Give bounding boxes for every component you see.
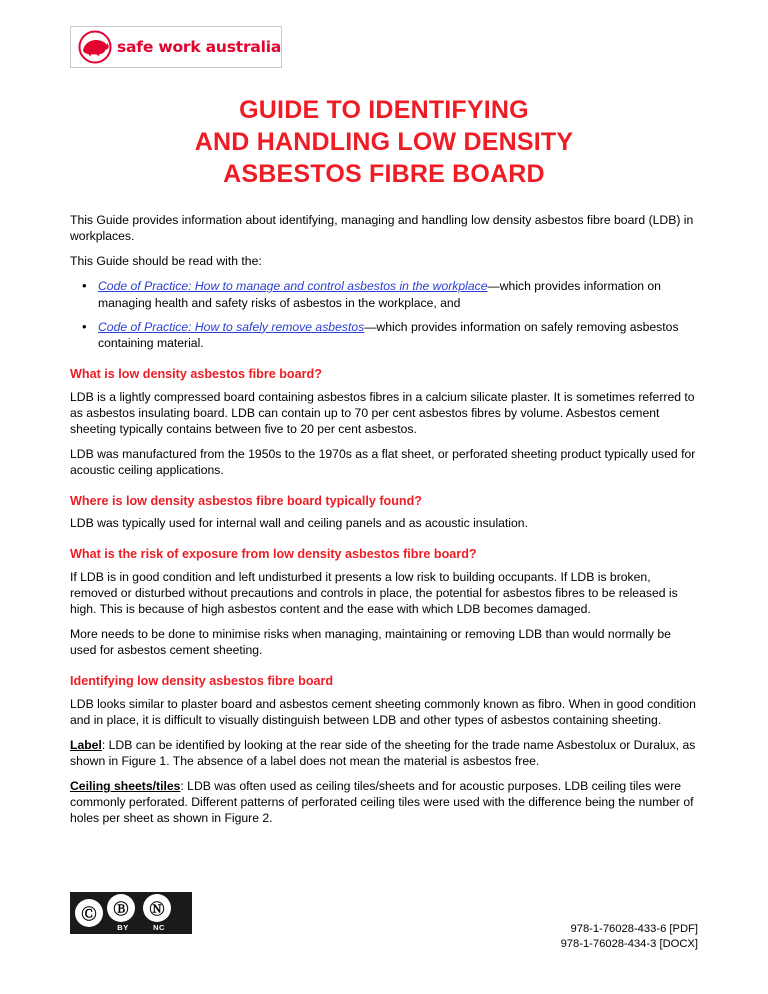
section-heading-where-found: Where is low density asbestos fibre board typically found? — [70, 493, 422, 508]
ceiling-sheets-paragraph — [70, 778, 698, 826]
section-3-paragraph-1: If LDB is in good condition and left undisturbed it presents a low risk to building occupants. If LDB is broken, removed or disturbed without precautions and controls in place, the potential for asbestos fibres to be released is high. This is because of high asbestos content and the ease with which LDB becomes damaged. — [70, 569, 678, 616]
list-item — [98, 319, 698, 351]
label-term: Label — [70, 737, 102, 752]
cc-nc-label: NC — [153, 923, 165, 932]
section-4-paragraph-1: LDB looks similar to plaster board and asbestos cement sheeting commonly known as fibro. When in good condition and in place, it is difficult to visually distinguish between LDB and other types of asbestos containing sheeting. — [70, 696, 696, 727]
bullet-1-tail: —which provides information on managing health and safety risks of asbestos in the workplace, and — [98, 279, 661, 310]
section-2-paragraph-1: LDB was typically used for internal wall and ceiling panels and as acoustic insulation. — [70, 516, 528, 531]
rhino-icon — [73, 28, 117, 66]
isbn-docx: 978-1-76028-434-3 [DOCX] — [560, 937, 698, 950]
title-line-3: ASBESTOS FIBRE BOARD — [223, 160, 545, 188]
section-heading-identifying-ldb: Identifying low density asbestos fibre board — [70, 674, 334, 689]
section-heading-risk-of-exposure: What is the risk of exposure from low density asbestos fibre board? — [70, 547, 477, 562]
intro-paragraph-1: This Guide provides information about identifying, managing and handling low density asbestos fibre board (LDB) in workplaces. — [70, 213, 694, 244]
section-heading-what-is-ldb: What is low density asbestos fibre board? — [70, 367, 322, 382]
section-3-paragraph-2: More needs to be done to minimise risks when managing, maintaining or removing LDB than would normally be used for asbestos cement sheeting. — [70, 627, 671, 658]
section-1-paragraph-2: LDB was manufactured from the 1950s to the 1970s as a flat sheet, or perforated sheeting product typically used for acoustic ceiling applications. — [70, 446, 696, 477]
page-footer — [70, 892, 698, 952]
page-title — [70, 94, 698, 190]
cc-by-group — [107, 894, 139, 932]
code-of-practice-link-2[interactable]: Code of Practice: How to safely remove asbestos — [98, 319, 365, 334]
cc-by-label: BY — [117, 923, 129, 932]
label-paragraph-text: : LDB can be identified by looking at the rear side of the sheeting for the trade name Asbestolux or Duralux, as shown in Figure 1. The absence of a label does not mean the material is asbestos free. — [70, 737, 696, 768]
list-item — [98, 278, 698, 310]
related-codes-list — [70, 278, 698, 351]
title-line-1: GUIDE TO IDENTIFYING — [239, 96, 529, 124]
isbn-pdf: 978-1-76028-433-6 [PDF] — [570, 922, 698, 935]
safe-work-australia-logo — [70, 26, 282, 68]
cc-icon: Ⓒ — [75, 899, 103, 927]
no-commercial-icon: Ⓝ — [143, 894, 171, 922]
person-icon: Ⓑ — [107, 894, 135, 922]
cc-nc-group — [143, 894, 175, 932]
isbn-block — [561, 922, 698, 952]
label-paragraph — [70, 737, 698, 769]
intro-paragraph-2: This Guide should be read with the: — [70, 254, 262, 269]
section-1-paragraph-1: LDB is a lightly compressed board containing asbestos fibres in a calcium silicate plaster. It is sometimes referred to as asbestos insulating board. LDB can contain up to 70 per cent asbestos fibres by volume. Asbestos cement sheeting typically contains between five to 20 per cent asbestos. — [70, 389, 695, 436]
creative-commons-badge — [70, 892, 192, 934]
code-of-practice-link-1[interactable]: Code of Practice: How to manage and control asbestos in the workplace — [98, 279, 488, 294]
intro-block — [70, 212, 698, 351]
ceiling-sheets-term: Ceiling sheets/tiles — [70, 779, 181, 793]
bullet-2-tail: —which provides information on safely removing asbestos containing material. — [98, 319, 679, 350]
logo-text: safe work australia — [117, 38, 282, 56]
ceiling-sheets-paragraph-text: : LDB was often used as ceiling tiles/sheets and for acoustic purposes. LDB ceiling tiles were commonly perforated. Different patterns of perforated ceiling tiles were used with the difference being the number of holes per sheet as shown in Figure 2. — [70, 779, 694, 826]
title-line-2: AND HANDLING LOW DENSITY — [194, 128, 574, 156]
